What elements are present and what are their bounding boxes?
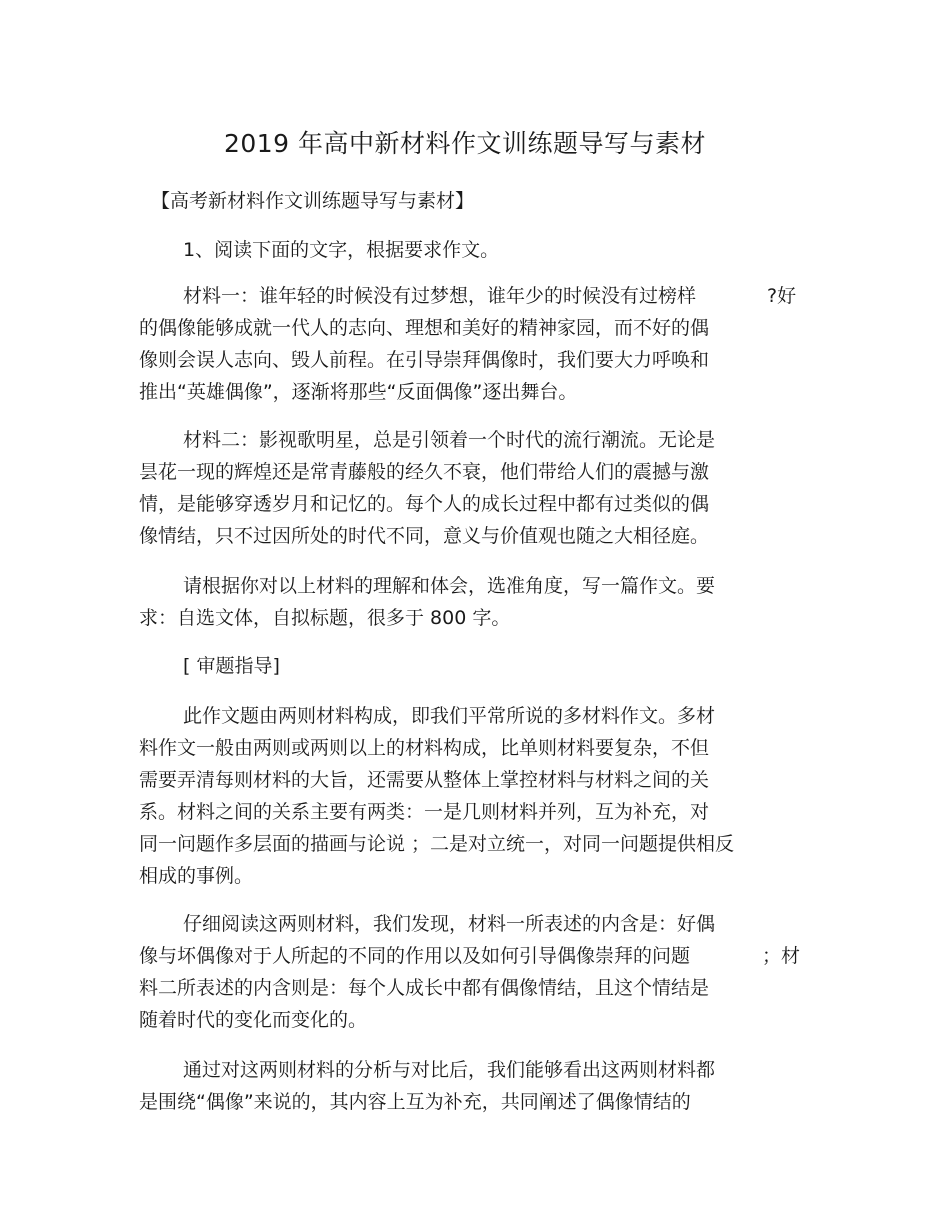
paragraph-line: 推出“英雄偶像”，逐渐将那些“反面偶像”逐出舞台。 (139, 381, 578, 403)
paragraph-line: 通过对这两则材料的分析与对比后，我们能够看出这两则材料都 (183, 1059, 716, 1081)
paragraph-line: 昙花一现的辉煌还是常青藤般的经久不衰，他们带给人们的震撼与激 (139, 461, 710, 483)
paragraph-line: 随着时代的变化而变化的。 (139, 1009, 368, 1031)
guide-heading: [ 审题指导] (183, 655, 280, 677)
prompt-intro: 1、阅读下面的文字，根据要求作文。 (183, 239, 500, 261)
paragraph-line: 料作文一般由两则或两则以上的材料构成，比单则材料要复杂，不但 (139, 737, 710, 759)
paragraph-line: 此作文题由两则材料构成，即我们平常所说的多材料作文。多材 (183, 705, 716, 727)
paragraph-line: 需要弄清每则材料的大旨，还需要从整体上掌控材料与材料之间的关 (139, 769, 710, 791)
paragraph-line: 材料二：影视歌明星，总是引领着一个时代的流行潮流。无论是 (183, 429, 716, 451)
paragraph-line: 同一问题作多层面的描画与论说 ；二是对立统一，对同一问题提供相反 (139, 833, 735, 855)
paragraph-line: 请根据你对以上材料的理解和体会，选准角度，写一篇作文。要 (183, 575, 716, 597)
paragraph-line: 仔细阅读这两则材料，我们发现，材料一所表述的内含是：好偶 (183, 913, 716, 935)
paragraph-line: 情，是能够穿透岁月和记忆的。每个人的成长过程中都有过类似的偶 (139, 493, 710, 515)
paragraph-line-tail: ；材 (762, 945, 801, 967)
paragraph-line: 像与坏偶像对于人所起的不同的作用以及如何引导偶像崇拜的问题 (139, 945, 691, 967)
paragraph-line: 像情结，只不过因所处的时代不同，意义与价值观也随之大相径庭。 (139, 525, 710, 547)
paragraph-line: 系。材料之间的关系主要有两类：一是几则材料并列，互为补充，对 (139, 801, 710, 823)
paragraph-line: 是围绕“偶像”来说的，其内容上互为补充，共同阐述了偶像情结的 (139, 1091, 691, 1113)
paragraph-line: 求：自选文体，自拟标题，很多于 800 字。 (139, 607, 511, 629)
paragraph-line: 的偶像能够成就一代人的志向、理想和美好的精神家园，而不好的偶 (139, 317, 710, 339)
paragraph-line: 料二所表述的内含则是：每个人成长中都有偶像情结，且这个情结是 (139, 977, 710, 999)
document-title: 2019 年高中新材料作文训练题导写与素材 (223, 129, 707, 158)
paragraph-line: 像则会误人志向、毁人前程。在引导崇拜偶像时，我们要大力呼唤和 (139, 349, 710, 371)
paragraph-line: 相成的事例。 (139, 865, 254, 887)
paragraph-line-tail: ?好 (767, 285, 797, 307)
section-heading: 【高考新材料作文训练题导写与素材】 (151, 190, 475, 212)
paragraph-line: 材料一：谁年轻的时候没有过梦想，谁年少的时候没有过榜样 (183, 285, 697, 307)
